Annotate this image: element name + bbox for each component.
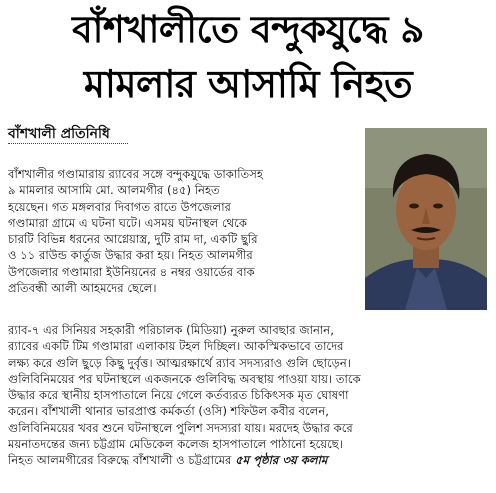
last-line	[8, 452, 488, 468]
portrait-photo	[365, 128, 487, 310]
text-line: ৯ মামলার আসামি মো. আলমগীর (৪৫) নিহত	[8, 183, 220, 198]
text-line: চারটি বিভিন্ন ধরনের আগ্নেয়াস্ত্র, দুটি রাম দা, একটি ছুরি	[8, 232, 258, 247]
portrait-illustration	[365, 128, 487, 310]
text-line: করেন। বাঁশখালী থানার ভারপ্রাপ্ত কর্মকর্তা (ওসি) শফিউল কবীর বলেন,	[8, 404, 329, 419]
headline-line-2: মামলার আসামি নিহত	[83, 62, 413, 106]
text-line: গণ্ডামারা গ্রামে এ ঘটনা ঘটে। এসময় ঘটনাস্থল থেকে	[8, 215, 247, 230]
headline-line-1: বাঁশখালীতে বন্দুকযুদ্ধে ৯	[72, 8, 424, 51]
text-line: হয়েছেন। গত মঙ্গলবার দিবাগত রাতে উপজেলার	[8, 199, 231, 214]
text-line: উদ্ধার করে স্থানীয় হাসপাতালে নিয়ে গেলে কর্তব্যরত চিকিৎসক মৃত ঘোষণা	[8, 388, 349, 403]
article-paragraph-2	[8, 322, 488, 469]
text-line: ময়নাতদন্তের জন্য চট্টগ্রাম মেডিকেল কলেজ হাসপাতালে পাঠানো হয়েছে।	[8, 437, 343, 452]
byline: বাঁশখালী প্রতিনিধি	[8, 126, 110, 142]
text-line: উপজেলার গণ্ডামারা ইউনিয়নের ৪ নম্বর ওয়ার্ডের বাক	[8, 264, 255, 279]
text-line: র‍্যাবের একটি টিম গণ্ডামারা এলাকায় টহল দিচ্ছিল। আকস্মিকভাবে তাদের	[8, 339, 344, 354]
byline-divider	[8, 143, 128, 144]
text-line: বাঁশখালীর গণ্ডামারায় র‍্যাবের সঙ্গে বন্দুকযুদ্ধে ডাকাতিসহ	[8, 167, 264, 181]
text-line: র‍্যাব-৭ এর সিনিয়র সহকারী পরিচালক (মিডিয়া) নুরুল আবছার জানান,	[8, 323, 334, 337]
last-line-text: নিহত আলমগীরের বিরুদ্ধে বাঁশখালী ও চট্টগ্রামের	[8, 453, 232, 468]
text-line: ও ১১ রাউন্ড কার্তুজ উদ্ধার করা হয়। নিহত আলমগীর	[8, 248, 253, 263]
text-line: লক্ষ্য করে গুলি ছুড়ে কিছু দুর্বৃত্ত। আত্মরক্ষার্থে র‍্যাব সদস্যরাও গুলি ছোড়েন।	[8, 355, 351, 370]
text-line: গুলিবিনিময়ের পর ঘটনাস্থলে একজনকে গুলিবিদ্ধ অবস্থায় পাওয়া যায়। তাকে	[8, 371, 361, 386]
text-line: প্রতিবন্ধী আলী আহমদের ছেলে।	[8, 281, 157, 296]
article-paragraph-1	[8, 166, 358, 296]
continuation-note: ৫ম পৃষ্ঠার ৩য় কলাম	[235, 453, 328, 468]
text-line: গুলিবিনিময়ের খবর শুনে ঘটনাস্থলে পুলিশ সদস্যরা যায়। মরদেহ উদ্ধার করে	[8, 420, 353, 435]
